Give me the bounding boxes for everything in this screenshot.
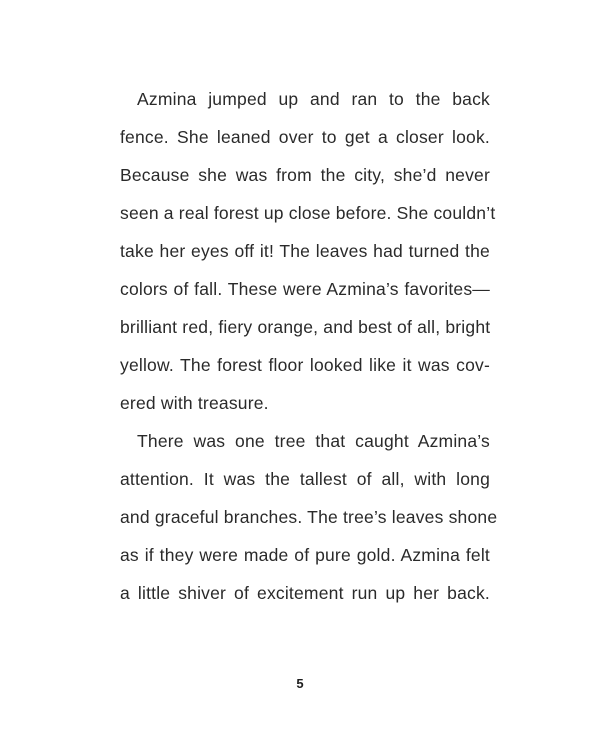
text-line: colors of fall. These were Azmina’s favorites— <box>120 279 490 299</box>
paragraph-1 <box>120 80 496 422</box>
page-number: 5 <box>296 676 304 691</box>
text-line: take her eyes off it! The leaves had turned the <box>120 241 490 261</box>
text-line: Because she was from the city, she’d never <box>120 165 490 185</box>
text-line: a little shiver of excitement run up her back. <box>120 583 490 603</box>
text-line: as if they were made of pure gold. Azmina felt <box>120 545 490 565</box>
body-text <box>120 80 498 612</box>
text-line: and graceful branches. The tree’s leaves shone <box>120 507 498 527</box>
text-line: fence. She leaned over to get a closer look. <box>120 127 490 147</box>
text-line: ered with treasure. <box>120 393 269 413</box>
text-line: seen a real forest up close before. She couldn’t <box>120 203 496 223</box>
text-line: yellow. The forest floor looked like it was cov- <box>120 355 490 375</box>
text-line: There was one tree that caught Azmina’s <box>137 431 490 451</box>
text-line: attention. It was the tallest of all, with long <box>120 469 490 489</box>
text-line: Azmina jumped up and ran to the back <box>137 89 490 109</box>
paragraph-2 <box>120 422 498 612</box>
text-line: brilliant red, fiery orange, and best of all, bright <box>120 317 491 337</box>
